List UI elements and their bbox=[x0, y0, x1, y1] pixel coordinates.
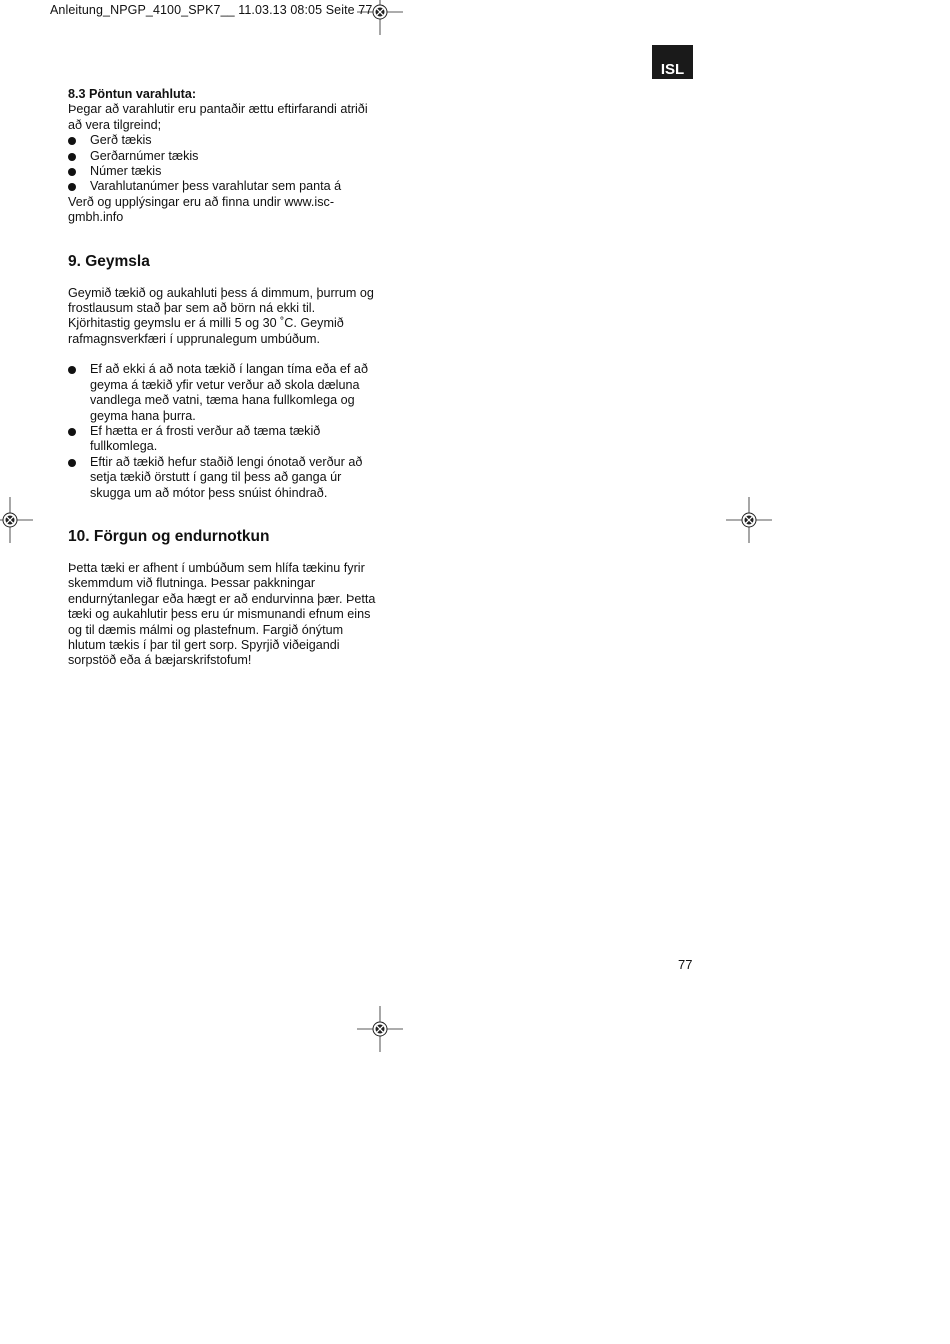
section-storage bbox=[68, 252, 378, 501]
page-number: 77 bbox=[678, 957, 693, 972]
section-9-list bbox=[68, 362, 378, 501]
list-item: Eftir að tækið hefur staðið lengi ónotað verður að setja tækið örstutt í gang til þess að ganga úr skugga um að mótor þess snúist óhindrað. bbox=[68, 455, 378, 501]
print-slug: Anleitung_NPGP_4100_SPK7__ 11.03.13 08:05 Seite 77 bbox=[50, 3, 373, 17]
section-disposal bbox=[68, 527, 378, 669]
section-9-heading: 9. Geymsla bbox=[68, 252, 150, 270]
registration-mark-bottom-icon bbox=[357, 1006, 403, 1052]
bullet-icon bbox=[68, 153, 76, 161]
list-item: Númer tækis bbox=[68, 164, 378, 179]
section-10-paragraph: Þetta tæki er afhent í umbúðum sem hlífa tækinu fyrir skemmdum við flutninga. Þessar pakkningar endurnýtanlegar eða hægt er að endurvinna þær. Þetta tæki og aukahlutir þess eru úr mismunandi efnum eins og til dæmis málmi og plastefnum. Fargið ónýtum hlutum tækis í þar til gert sorp. Spyrjið viðeigandi sorpstöð eða á bæjarskrifstofum! bbox=[68, 560, 376, 668]
list-item: Varahlutanúmer þess varahlutar sem panta á bbox=[68, 179, 378, 194]
registration-mark-left-icon bbox=[0, 497, 33, 543]
registration-mark-right-icon bbox=[726, 497, 772, 543]
section-parts-ordering bbox=[68, 87, 378, 226]
bullet-icon bbox=[68, 428, 76, 436]
section-10-heading: 10. Förgun og endurnotkun bbox=[68, 527, 270, 545]
section-8-3-heading: 8.3 Pöntun varahluta: bbox=[68, 87, 197, 101]
section-8-3-intro: Þegar að varahlutir eru pantaðir ættu eftirfarandi atriði að vera tilgreind; bbox=[68, 102, 368, 132]
list-item: Ef hætta er á frosti verður að tæma tækið fullkomlega. bbox=[68, 424, 378, 455]
section-8-3-list bbox=[68, 133, 378, 195]
registration-mark-top-icon bbox=[357, 0, 403, 35]
bullet-icon bbox=[68, 366, 76, 374]
section-8-3-footer: Verð og upplýsingar eru að finna undir www.isc-gmbh.info bbox=[68, 194, 335, 225]
bullet-icon bbox=[68, 137, 76, 145]
list-item: Gerð tækis bbox=[68, 133, 378, 148]
bullet-icon bbox=[68, 459, 76, 467]
list-item: Ef að ekki á að nota tækið í langan tíma eða ef að geyma á tækið yfir vetur verður að skola dæluna vandlega með vatni, tæma hana fullkomlega og geyma hana þurra. bbox=[68, 362, 378, 424]
language-badge bbox=[652, 45, 693, 79]
bullet-icon bbox=[68, 168, 76, 176]
page-content bbox=[68, 87, 378, 669]
section-9-paragraph: Geymið tækið og aukahluti þess á dimmum, þurrum og frostlausum stað þar sem að börn ná ekki til. Kjörhitastig geymslu er á milli 5 og 30 ˚C. Geymið rafmagnsverkfæri í upprunalegum umbúðum. bbox=[68, 285, 374, 346]
language-badge-label: ISL bbox=[660, 61, 685, 78]
bullet-icon bbox=[68, 183, 76, 191]
list-item: Gerðarnúmer tækis bbox=[68, 149, 378, 164]
